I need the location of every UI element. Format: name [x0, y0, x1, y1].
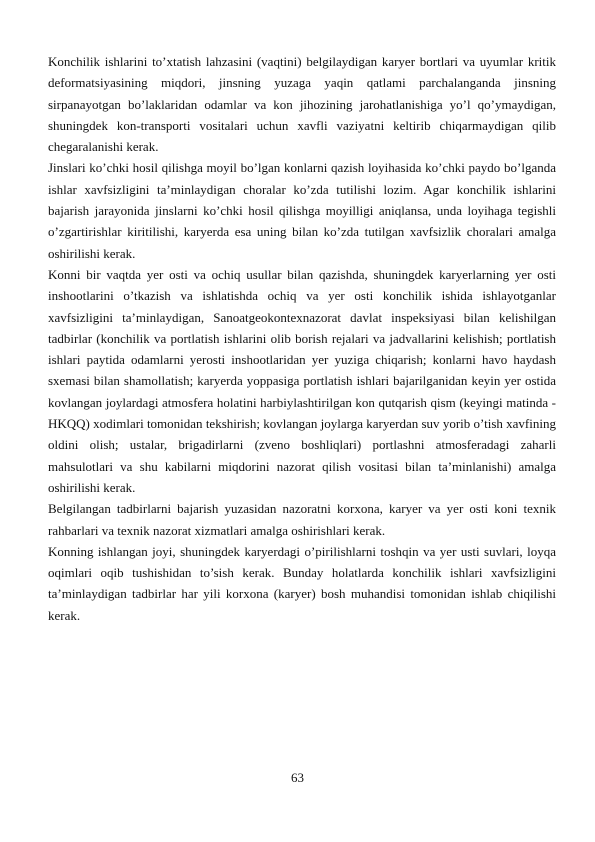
paragraph-landslide-measures: Jinslari ko’chki hosil qilishga moyil bo’lgan konlarni qazish loyihasida ko’chki paydo bo’lganda ishlar xavfsizligini ta’minlaydigan choralar ko’zda tutilishi lozim. Agar konchilik ishlarini bajarish jarayonida jinslarni ko’chki hosil qilishga moyilligi aniqlansa, unda loyihaga tegishli o’zgartirishlar kiritilishi, karyerda esa uning bilan ko’zda tutilgan xavfsizlik choralari amalga oshirilishi kerak.: [48, 160, 556, 261]
paragraph-flood-protection: Konning ishlangan joyi, shuningdek karyerdagi o’pirilishlarni toshqin va yer usti suvlari, loyqa oqimlari oqib tushishidan to’sish kerak. Bunday holatlarda konchilik ishlari xavfsizligini ta’minlaydigan tadbirlar har yili korxona (karyer) bosh muhandisi tomonidan ishlab chiqilishi kerak.: [48, 543, 556, 623]
paragraph-excavation-stop-criteria: Konchilik ishlarini to’xtatish lahzasini (vaqtini) belgilaydigan karyer bortlari va uyumlar kritik deformatsiyasining miqdori, jinsning yuzaga yaqin qatlami parchalanganda jinsning sirpanayotgan bo’laklaridan odamlar va kon jihozining jarohatlanishiga yo’l qo’ymaydigan, shuningdek kon-transporti vositalari uchun xavfli vaziyatni keltirib chiqarmaydigan qilib chegaralanishi kerak.: [48, 54, 556, 155]
page-number: 63: [291, 770, 304, 785]
document-body: [48, 51, 556, 626]
paragraph-supervision: Belgilangan tadbirlarni bajarish yuzasidan nazoratni korxona, karyer va yer osti koni texnik rahbarlari va texnik nazorat xizmatlari amalga oshirishlari kerak.: [48, 501, 556, 538]
paragraph-combined-mining-safety: Konni bir vaqtda yer osti va ochiq usullar bilan qazishda, shuningdek karyerlarning yer osti inshootlarini o’tkazish va ishlatishda ochiq va yer osti konchilik ishida ishlayotganlar xavfsizligini ta’minlaydigan, Sanoatgeokontexnazorat davlat inspeksiyasi bilan kelishilgan tadbirlar (konchilik va portlatish ishlarini olib borish rejalari va jadvallarini kelishish; portlatish ishlari paytida odamlarni yerosti inshootlaridan yer yuziga chiqarish; konlarni havo haydash sxemasi bilan shamollatish; karyerda yoppasiga portlatish ishlari bajarilganidan keyin yer ostida kovlangan joylardagi atmosfera holatini harbiylashtirilgan kon qutqarish qism (keyingi matinda - HKQQ) xodimlari tomonidan tekshirish; kovlangan joylarga karyerdan suv yorib o’tish xavfining oldini olish; ustalar, brigadirlarni (zveno boshliqlari) portlashni atmosferadagi zaharli mahsulotlari va shu kabilarni miqdorini nazorat qilish vositasi bilan ta’minlanishi) amalga oshirilishi kerak.: [48, 266, 556, 495]
